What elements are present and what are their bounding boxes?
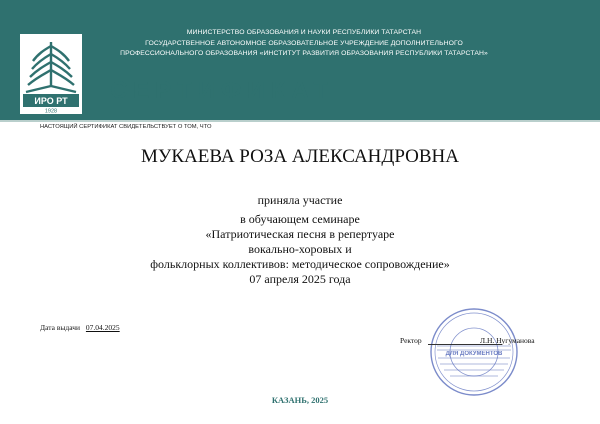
org-line: МИНИСТЕРСТВО ОБРАЗОВАНИЯ И НАУКИ РЕСПУБЛИКИ ТАТАРСТАН: [186, 29, 422, 36]
logo-text: ИРО РТ: [34, 96, 68, 106]
header-divider: [0, 120, 600, 122]
logo-year: 1928: [44, 108, 58, 114]
event-date: 07 апреля 2025 года: [249, 272, 351, 286]
footer-place-year: КАЗАНЬ, 2025: [271, 395, 329, 405]
org-line: ГОСУДАРСТВЕННОЕ АВТОНОМНОЕ ОБРАЗОВАТЕЛЬНОЕ УЧРЕЖДЕНИЕ ДОПОЛНИТЕЛЬНОГО: [145, 39, 463, 47]
signatory-role: Ректор: [400, 336, 422, 345]
issue-date-value: 07.04.2025: [85, 323, 120, 332]
org-line: ПРОФЕССИОНАЛЬНОГО ОБРАЗОВАНИЯ «ИНСТИТУТ РАЗВИТИЯ ОБРАЗОВАНИЯ РЕСПУБЛИКИ ТАТАРСТАН»: [120, 50, 488, 57]
body-line: фольклорных коллективов: методическое сопровождение»: [150, 257, 450, 271]
body-line: приняла участие: [257, 193, 343, 207]
issue-date-row: [40, 323, 120, 332]
stamp-text: ДЛЯ ДОКУМЕНТОВ: [445, 351, 503, 357]
certificate-body: [0, 193, 600, 287]
recipient-name: МУКАЕВА РОЗА АЛЕКСАНДРОВНА: [141, 146, 459, 167]
body-line: «Патриотическая песня в репертуаре: [205, 227, 395, 241]
round-seal-icon: [428, 306, 520, 398]
certifies-statement: НАСТОЯЩИЙ СЕРТИФИКАТ СВИДЕТЕЛЬСТВУЕТ О ТОМ, ЧТО: [40, 124, 212, 130]
organization-name: [96, 28, 512, 60]
institute-logo: [20, 34, 82, 114]
body-line: вокально-хоровых и: [248, 242, 352, 256]
issue-date-label: Дата выдачи: [40, 323, 81, 332]
certificate-title: СЕРТИФИКАТ: [110, 77, 335, 104]
body-line: в обучающем семинаре: [240, 212, 360, 226]
signatory-name: Л.Н. Нугуманова: [480, 336, 535, 345]
